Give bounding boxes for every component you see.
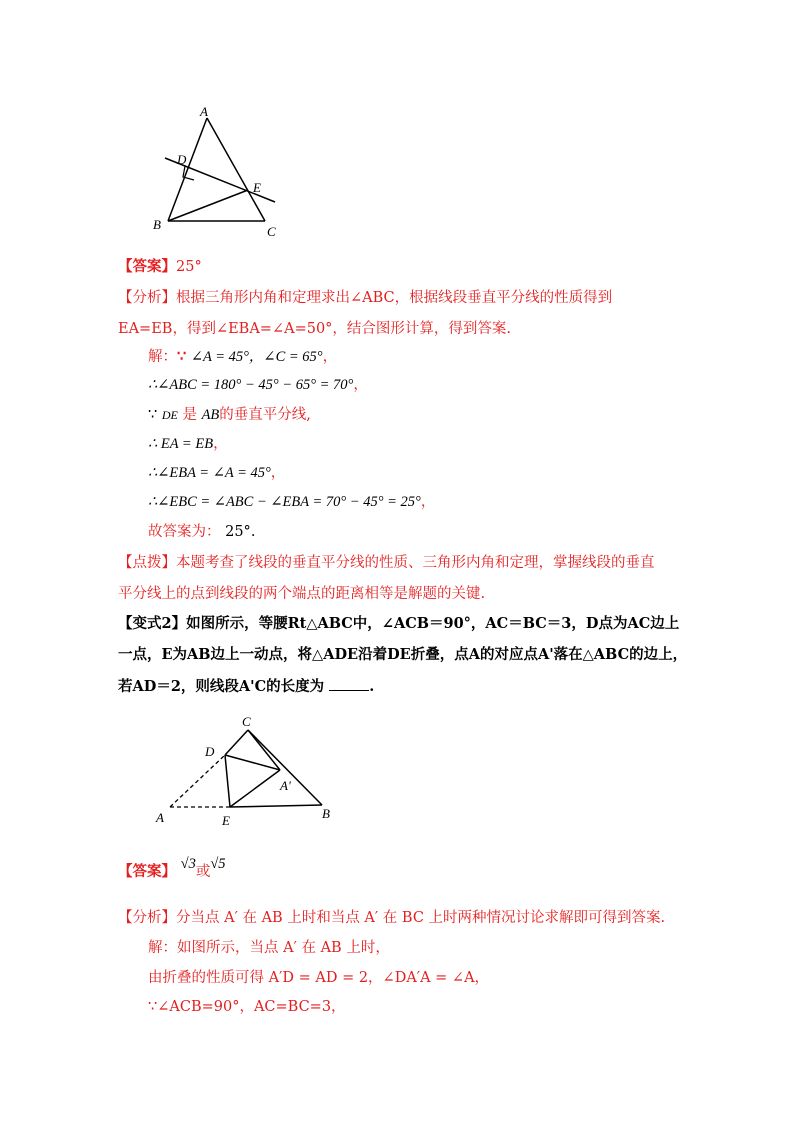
variant-2-line-2: 一点，E为AB边上一动点，将△ADE沿着DE折叠，点A的对应点A'落在△ABC的边上， [118, 646, 688, 663]
solution-2-line-3: ∵∠ACB=90°，AC=BC=3， [148, 999, 346, 1015]
answer-or: 或 [195, 864, 211, 880]
solution-2-line-2: 由折叠的性质可得 A′D = AD = 2，∠DA′A = ∠A， [148, 970, 490, 986]
analysis-tag: 【分析】 [118, 910, 176, 926]
tip-text: 本题考查了线段的垂直平分线的性质、三角形内角和定理，掌握线段的垂直 [176, 555, 655, 571]
segment-ab: AB [201, 407, 220, 423]
solution-1-line-2 [148, 373, 368, 394]
label-C: C [242, 714, 251, 729]
segment-EA1 [230, 770, 280, 807]
variant-2-line-1 [118, 612, 679, 633]
segment-EB [230, 805, 322, 807]
analysis-text: 分当点 A′ 在 AB 上时和当点 A′ 在 BC 上时两种情况讨论求解即可得到答案. [176, 910, 666, 926]
solution-1-line-5 [148, 461, 285, 482]
because-symbol: ∵ [148, 407, 158, 423]
segment-de: DE [161, 408, 178, 422]
solution-math: ∠A = 45°，∠C = 65° [190, 349, 323, 365]
analysis-tag: 【分析】 [118, 290, 176, 306]
segment-AC [207, 118, 265, 221]
label-A: A [156, 810, 164, 825]
solution-punct: ， [420, 494, 436, 510]
label-E: E [253, 180, 261, 195]
solution-prefix: 解： [148, 349, 177, 365]
answer-2 [118, 856, 226, 881]
solution-text: 故答案为： [148, 524, 221, 540]
answer-value-2: √5 [210, 856, 226, 872]
solution-math: ∴ EA = EB [148, 436, 214, 452]
answer-1 [118, 255, 202, 276]
solution-punct: ， [322, 349, 338, 365]
solution-math: ∴∠ABC = 180° − 45° − 65° = 70° [148, 377, 354, 393]
solution-punct: . [250, 524, 256, 540]
answer-value: 25° [176, 259, 202, 275]
solution-punct: ， [270, 465, 286, 481]
label-C: C [267, 224, 276, 239]
label-D: D [177, 152, 187, 167]
analysis-2 [118, 906, 665, 927]
solution-value: 25° [225, 524, 251, 540]
solution-math: ∴∠EBC = ∠ABC − ∠EBA = 70° − 45° = 25° [148, 494, 421, 510]
solution-2-line-1: 解：如图所示，当点 A′ 在 AB 上时， [148, 940, 390, 956]
solution-punct: ， [353, 377, 368, 393]
label-D: D [205, 744, 215, 759]
solution-text: 的垂直平分线, [219, 407, 311, 423]
label-A: A [200, 104, 208, 119]
segment-AD-dashed [170, 755, 225, 807]
segment-AB [168, 118, 207, 221]
solution-text: 是 [182, 407, 197, 423]
variant-text: 若AD＝2，则线段A'C的长度为 [118, 678, 325, 695]
solution-math: ∴∠EBA = ∠A = 45° [148, 465, 271, 481]
analysis-1-line-1 [118, 286, 612, 307]
segment-DE [225, 755, 230, 807]
variant-tag: 【变式2】 [118, 615, 187, 632]
label-A1: A' [280, 778, 291, 793]
segment-CB [248, 730, 322, 805]
solution-1-line-7 [148, 520, 255, 541]
analysis-text: 根据三角形内角和定理求出∠ABC，根据线段垂直平分线的性质得到 [176, 290, 613, 306]
figure-triangle-1 [145, 100, 295, 240]
answer-tag: 【答案】 [118, 258, 176, 275]
because-symbol: ∵ [177, 348, 187, 365]
segment-DC [225, 730, 248, 755]
answer-value-1: √3 [180, 856, 196, 872]
solution-1-line-1 [148, 345, 337, 366]
analysis-1-line-2: EA=EB，得到∠EBA=∠A=50°，结合图形计算，得到答案. [118, 321, 512, 337]
variant-2-line-3 [118, 675, 374, 696]
segment-DA1 [225, 755, 280, 770]
answer-blank [329, 678, 369, 691]
segment-BE [168, 190, 248, 221]
answer-tag: 【答案】 [118, 863, 176, 880]
solution-punct: ， [213, 436, 228, 452]
solution-1-line-3 [148, 403, 311, 424]
figure-triangle-2 [150, 710, 350, 835]
segment-CA1 [248, 730, 280, 770]
solution-1-line-4 [148, 432, 228, 453]
variant-text: 如图所示，等腰Rt△ABC中，∠ACB＝90°，AC＝BC＝3，D点为AC边上 [186, 615, 680, 632]
label-B: B [322, 806, 330, 821]
label-E: E [222, 813, 230, 828]
label-B: B [153, 217, 161, 232]
tip-1-line-1 [118, 551, 655, 572]
tip-tag: 【点拨】 [118, 555, 176, 571]
solution-1-line-6 [148, 490, 435, 511]
variant-punct: . [369, 678, 375, 695]
tip-1-line-2: 平分线上的点到线段的两个端点的距离相等是解题的关键. [118, 586, 486, 602]
